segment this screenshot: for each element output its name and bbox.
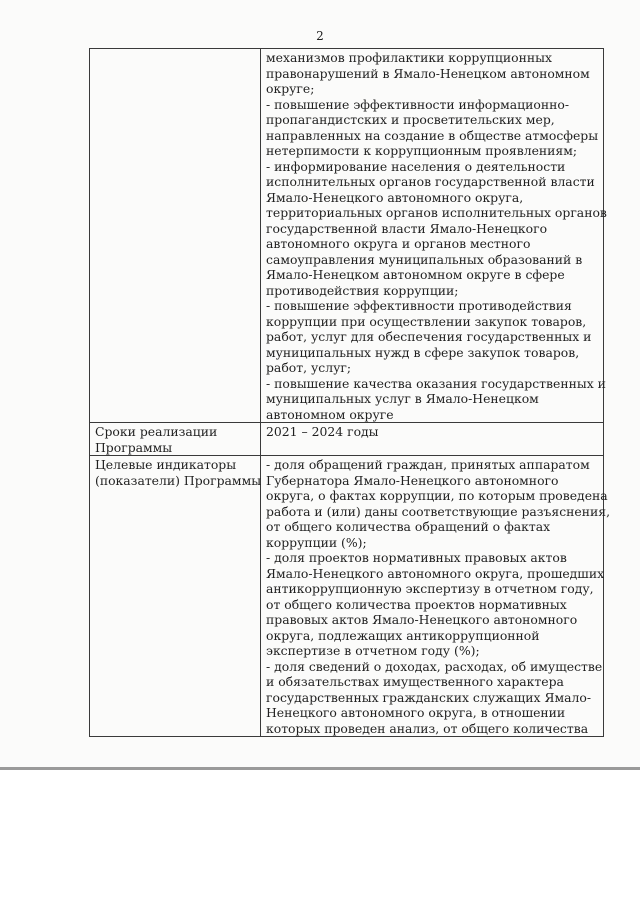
row-label-cell bbox=[90, 423, 261, 456]
row-label-line: (показатели) Программы bbox=[95, 472, 262, 488]
content-line: автономном округе bbox=[266, 406, 394, 422]
row-label-cell bbox=[90, 49, 261, 423]
content-line: которых проведен анализ, от общего количества bbox=[266, 720, 589, 736]
row-content-cell bbox=[261, 423, 604, 456]
page-number: 2 bbox=[316, 29, 324, 43]
content-line: - доля сведений о доходах, расходах, об имуществе bbox=[266, 658, 603, 674]
content-line: 2021 – 2024 годы bbox=[266, 424, 379, 439]
content-line: округе; bbox=[266, 81, 315, 96]
content-line: работа и (или) даны соответствующие разъяснения, bbox=[266, 503, 611, 519]
content-line: экспертизе в отчетном году (%); bbox=[266, 643, 480, 658]
table-row bbox=[90, 423, 604, 456]
content-line: территориальных органов исполнительных органов bbox=[266, 205, 607, 220]
content-line: автономного округа и органов местного bbox=[266, 236, 531, 251]
content-line: муниципальных нужд в сфере закупок товаров, bbox=[266, 344, 580, 360]
content-line: антикоррупционную экспертизу в отчетном году, bbox=[266, 581, 594, 596]
content-line: самоуправления муниципальных образований в bbox=[266, 251, 583, 267]
content-line: правонарушений в Ямало-Ненецком автономном bbox=[266, 65, 590, 81]
row-label-line: Сроки реализации bbox=[95, 424, 218, 439]
content-line: от общего количества проектов нормативных bbox=[266, 596, 567, 612]
row-content-cell bbox=[261, 456, 611, 737]
content-line: пропагандистских и просветительских мер, bbox=[266, 112, 555, 127]
content-line: Ямало-Ненецкого автономного округа, прошедших bbox=[266, 565, 605, 581]
page-bottom-margin bbox=[0, 773, 640, 905]
table-row bbox=[90, 49, 604, 423]
content-line: - доля проектов нормативных правовых актов bbox=[266, 550, 567, 565]
content-line: - повышение качества оказания государственных и bbox=[266, 375, 606, 391]
content-line: - повышение эффективности противодействия bbox=[266, 298, 572, 313]
content-line: Губернатора Ямало-Ненецкого автономного bbox=[266, 472, 559, 488]
content-line: исполнительных органов государственной власти bbox=[266, 174, 595, 189]
content-line: округа, о фактах коррупции, по которым проведена bbox=[266, 488, 608, 503]
content-line: Ямало-Ненецкого автономного округа, bbox=[266, 189, 524, 205]
content-line: муниципальных услуг в Ямало-Ненецком bbox=[266, 391, 539, 406]
table-row bbox=[90, 456, 604, 737]
content-line: работ, услуг; bbox=[266, 360, 352, 375]
content-line: направленных на создание в обществе атмосферы bbox=[266, 127, 599, 143]
content-line: правовых актов Ямало-Ненецкого автономного bbox=[266, 612, 578, 627]
content-line: коррупции при осуществлении закупок товаров, bbox=[266, 313, 587, 329]
row-content-cell bbox=[261, 49, 607, 423]
content-line: округа, подлежащих антикоррупционной bbox=[266, 627, 540, 643]
row-label-cell bbox=[90, 456, 261, 737]
content-line: - доля обращений граждан, принятых аппаратом bbox=[266, 457, 590, 472]
content-line: - повышение эффективности информационно- bbox=[266, 96, 570, 112]
content-line: государственной власти Ямало-Ненецкого bbox=[266, 220, 548, 236]
content-line: коррупции (%); bbox=[266, 534, 367, 550]
content-line: Ямало-Ненецком автономном округе в сфере bbox=[266, 267, 565, 282]
content-line: механизмов профилактики коррупционных bbox=[266, 50, 552, 65]
row-label-line: Программы bbox=[95, 439, 173, 455]
content-line: государственных гражданских служащих Ямало- bbox=[266, 689, 592, 705]
content-line: от общего количества обращений о фактах bbox=[266, 519, 551, 534]
content-line: противодействия коррупции; bbox=[266, 282, 459, 298]
row-label-line: Целевые индикаторы bbox=[95, 457, 237, 472]
content-line: и обязательствах имущественного характера bbox=[266, 674, 564, 689]
content-line: нетерпимости к коррупционным проявлениям; bbox=[266, 143, 578, 158]
content-line: работ, услуг для обеспечения государственных и bbox=[266, 329, 592, 344]
content-line: Ненецкого автономного округа, в отношении bbox=[266, 705, 566, 720]
program-passport-table bbox=[89, 48, 611, 737]
content-line: - информирование населения о деятельности bbox=[266, 158, 566, 174]
